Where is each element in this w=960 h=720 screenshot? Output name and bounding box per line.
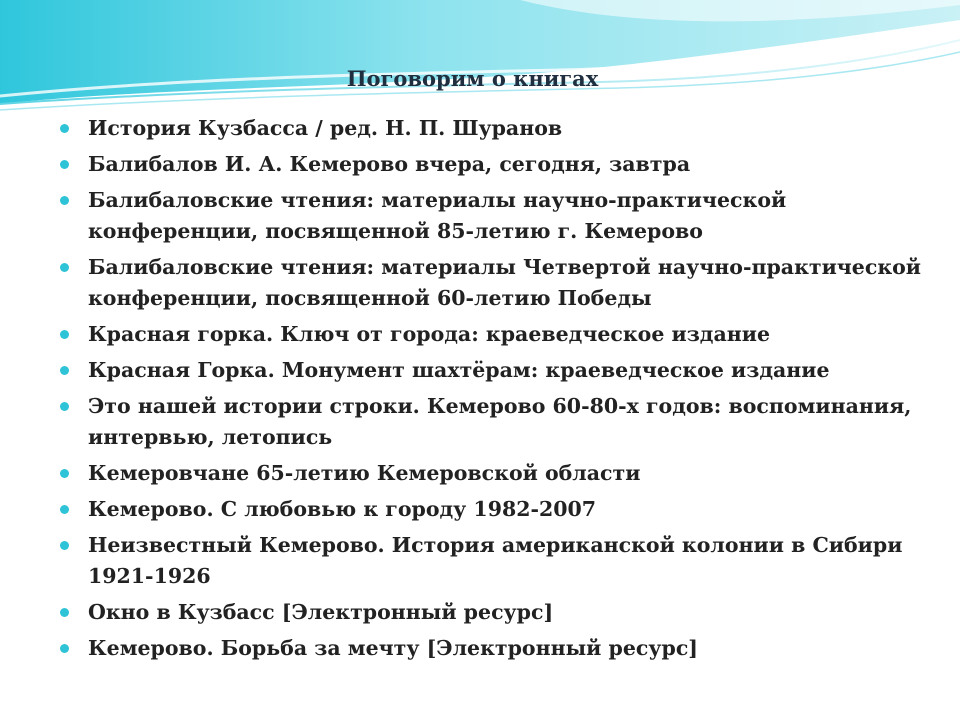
list-item-text: Балибаловские чтения: материалы научно-практической конференции, посвященной 85-летию г. Кемерово xyxy=(88,188,787,243)
list-item xyxy=(56,530,936,592)
bullet-icon xyxy=(60,366,69,375)
list-item xyxy=(56,494,936,525)
book-list xyxy=(56,113,936,669)
list-item xyxy=(56,319,936,350)
bullet-icon xyxy=(60,124,69,133)
bullet-icon xyxy=(60,402,69,411)
bullet-icon xyxy=(60,505,69,514)
list-item-text: Кемерово. С любовью к городу 1982-2007 xyxy=(88,497,597,521)
bullet-icon xyxy=(60,541,69,550)
list-item-text: Балибаловские чтения: материалы Четвертой научно-практической конференции, посвященной 60-летию Победы xyxy=(88,255,922,310)
bullet-icon xyxy=(60,196,69,205)
bullet-icon xyxy=(60,608,69,617)
list-item xyxy=(56,185,936,247)
bullet-icon xyxy=(60,160,69,169)
list-item xyxy=(56,391,936,453)
page-title: Поговорим о книгах xyxy=(346,66,599,91)
list-item-text: Окно в Кузбасс [Электронный ресурс] xyxy=(88,600,554,624)
list-item-text: Балибалов И. А. Кемерово вчера, сегодня, завтра xyxy=(88,152,691,176)
list-item-text: Красная Горка. Монумент шахтёрам: краеведческое издание xyxy=(88,358,830,382)
list-item-text: Кемеровчане 65-летию Кемеровской области xyxy=(88,461,641,485)
list-item-text: Красная горка. Ключ от города: краеведческое издание xyxy=(88,322,771,346)
list-item xyxy=(56,633,936,664)
list-item xyxy=(56,113,936,144)
bullet-icon xyxy=(60,263,69,272)
list-item xyxy=(56,458,936,489)
list-item xyxy=(56,252,936,314)
bullet-icon xyxy=(60,644,69,653)
list-item-text: Кемерово. Борьба за мечту [Электронный ресурс] xyxy=(88,636,699,660)
bullet-icon xyxy=(60,330,69,339)
decorative-wave-header xyxy=(0,0,960,120)
list-item-text: Это нашей истории строки. Кемерово 60-80-х годов: воспоминания, интервью, летопись xyxy=(88,394,912,449)
list-item xyxy=(56,355,936,386)
list-item-text: Неизвестный Кемерово. История американской колонии в Сибири 1921-1926 xyxy=(88,533,903,588)
list-item xyxy=(56,149,936,180)
bullet-icon xyxy=(60,469,69,478)
list-item-text: История Кузбасса / ред. Н. П. Шуранов xyxy=(88,116,563,140)
list-item xyxy=(56,597,936,628)
